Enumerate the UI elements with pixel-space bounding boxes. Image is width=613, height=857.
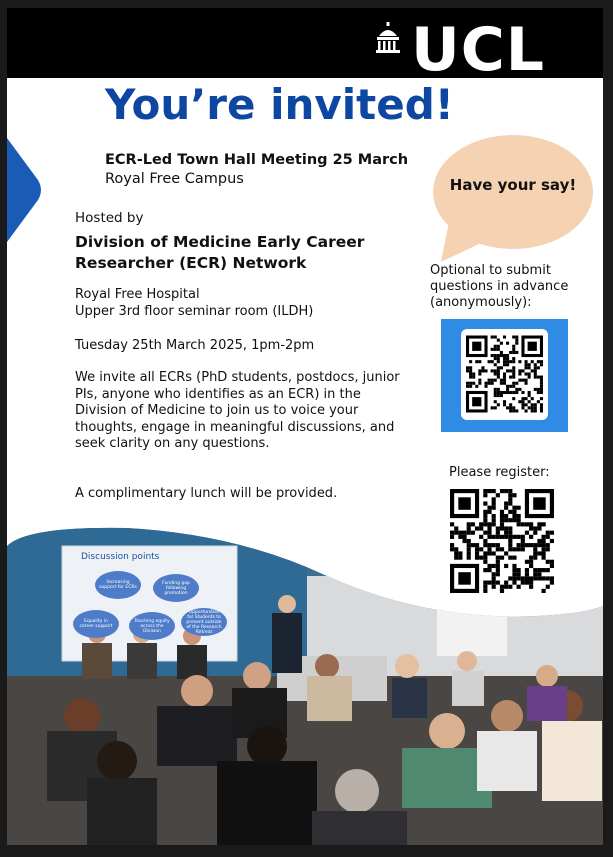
host-division <box>75 232 364 274</box>
slide-title: Discussion points <box>81 552 160 562</box>
slide-bubble: Funding gap following promotion <box>153 574 199 602</box>
lunch-note: A complimentary lunch will be provided. <box>75 486 338 501</box>
slide-bubble: Opportunities for Students to present outside of the Research Retreat <box>181 608 227 636</box>
location-line1: Royal Free Hospital <box>75 287 200 302</box>
qr-card <box>461 329 548 420</box>
register-label: Please register: <box>449 465 550 480</box>
hosted-by-label: Hosted by <box>75 210 144 226</box>
slide-bubble: Increasing support for ECRs <box>95 571 141 599</box>
host-division-line2: Researcher (ECR) Network <box>75 254 307 272</box>
questions-line1: Optional to submit <box>430 263 551 278</box>
invite-paragraph: We invite all ECRs (PhD students, postdocs, junior PIs, anyone who identifies as an ECR) in the Division of Medicine to join us to voice your thoughts, engage in meaningful discussions, and seek clarity on any questions. <box>75 370 400 451</box>
questions-note <box>430 263 598 311</box>
poster <box>7 8 603 845</box>
event-location <box>75 286 313 320</box>
questions-line3: (anonymously): <box>430 295 532 310</box>
location-line2: Upper 3rd floor seminar room (ILDH) <box>75 304 314 319</box>
page-title: You’re invited! <box>105 80 454 129</box>
event-campus: Royal Free Campus <box>105 171 244 187</box>
audience-photo <box>7 516 603 845</box>
speech-bubble-text: Have your say! <box>449 176 577 194</box>
qr-code-icon[interactable] <box>466 335 543 413</box>
questions-line2: questions in advance <box>430 279 569 294</box>
chevron-right-icon <box>7 138 47 242</box>
event-datetime: Tuesday 25th March 2025, 1pm-2pm <box>75 338 315 353</box>
questions-qr-panel[interactable] <box>441 319 568 432</box>
event-title: ECR-Led Town Hall Meeting 25 March <box>105 152 409 168</box>
host-division-line1: Division of Medicine Early Career <box>75 233 365 251</box>
slide-bubble: Teaching equity across the Division <box>129 612 175 640</box>
speech-bubble <box>431 134 595 274</box>
slide-bubble: Equality in career support <box>73 610 119 638</box>
ucl-wordmark: UCL <box>411 15 545 85</box>
ucl-dome-icon <box>375 22 401 54</box>
event-photo <box>7 516 603 845</box>
